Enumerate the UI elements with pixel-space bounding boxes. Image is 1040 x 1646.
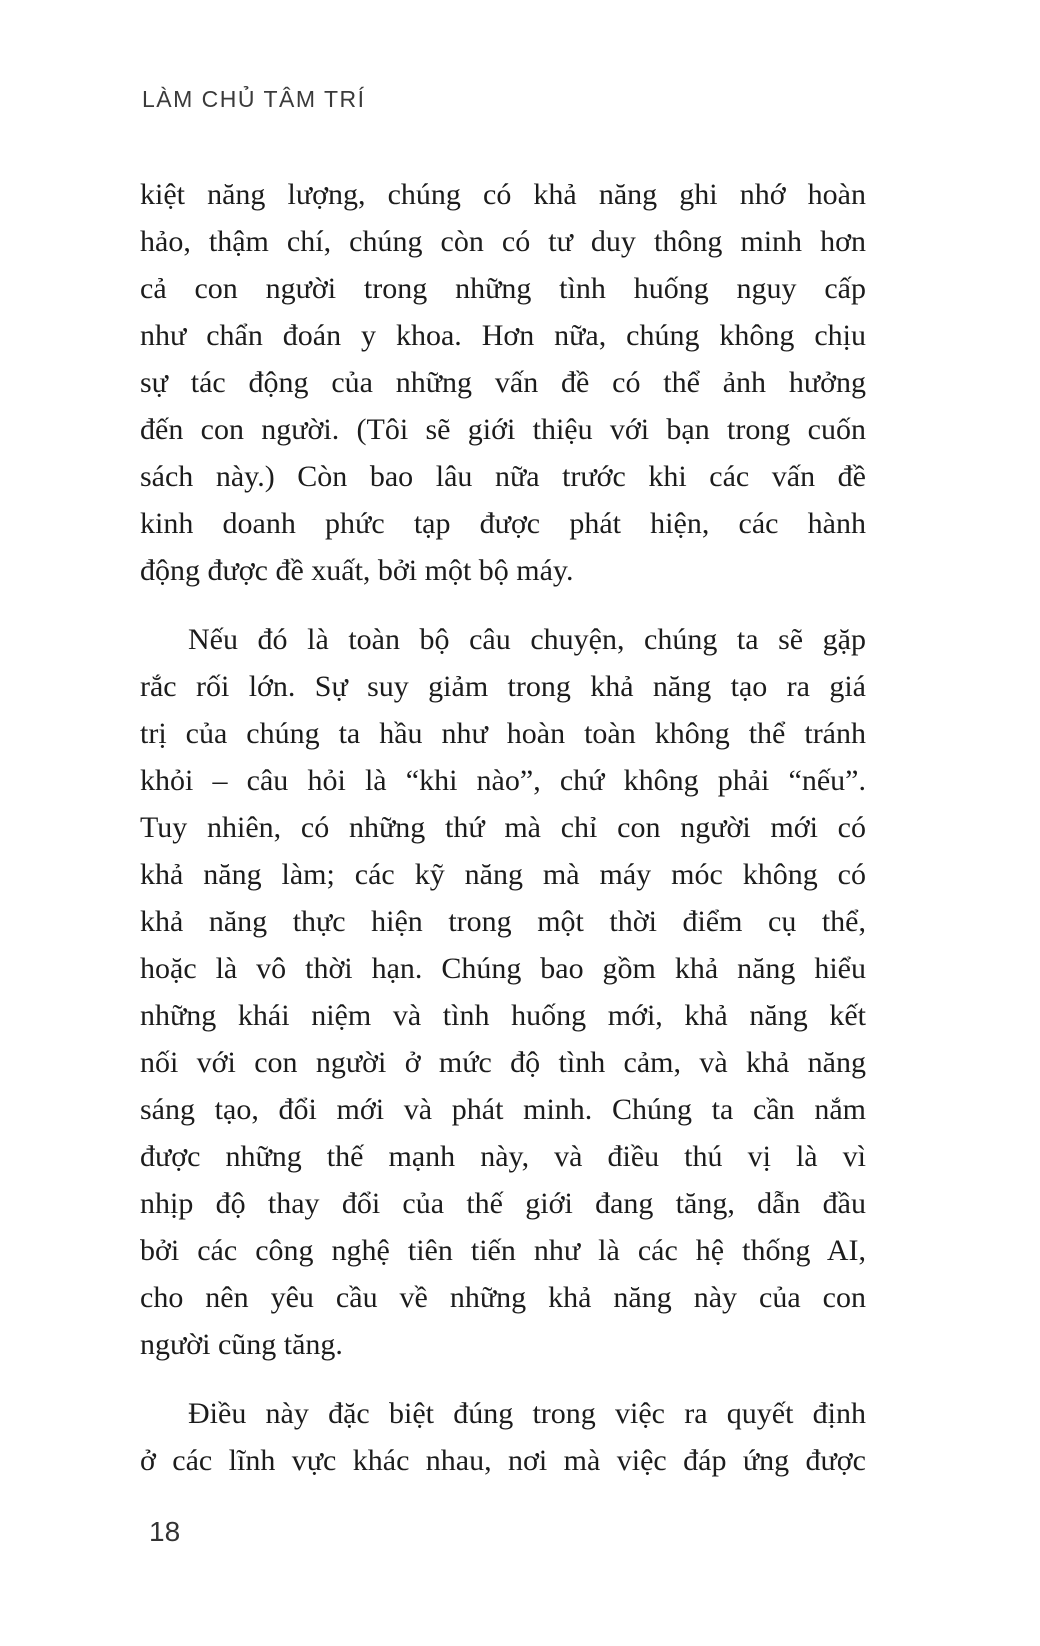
- paragraph: [140, 171, 866, 594]
- text-line: kiệt năng lượng, chúng có khả năng ghi nhớ hoàn: [140, 178, 866, 211]
- text-line: Điều này đặc biệt đúng trong việc ra quyết định: [188, 1397, 866, 1430]
- text-line: Tuy nhiên, có những thứ mà chỉ con người mới có: [140, 811, 866, 844]
- text-line: trị của chúng ta hầu như hoàn toàn không thể tránh: [140, 717, 866, 750]
- text-line: Nếu đó là toàn bộ câu chuyện, chúng ta sẽ gặp: [188, 623, 866, 656]
- text-line: sự tác động của những vấn đề có thể ảnh hưởng: [140, 366, 866, 399]
- text-line: nhịp độ thay đổi của thế giới đang tăng, dẫn đầu: [140, 1187, 866, 1220]
- text-line: hoặc là vô thời hạn. Chúng bao gồm khả năng hiểu: [140, 952, 866, 985]
- paragraph: [140, 1390, 866, 1484]
- text-line: đến con người. (Tôi sẽ giới thiệu với bạn trong cuốn: [140, 413, 866, 446]
- text-block: [140, 171, 866, 1484]
- text-line: rắc rối lớn. Sự suy giảm trong khả năng tạo ra giá: [140, 670, 866, 703]
- text-line: như chẩn đoán y khoa. Hơn nữa, chúng không chịu: [140, 319, 866, 352]
- text-line: những khái niệm và tình huống mới, khả năng kết: [140, 999, 866, 1032]
- text-line: nối với con người ở mức độ tình cảm, và khả năng: [140, 1046, 866, 1079]
- text-line: cho nên yêu cầu về những khả năng này của con: [140, 1281, 866, 1314]
- text-line: hảo, thậm chí, chúng còn có tư duy thông minh hơn: [140, 225, 866, 258]
- text-line: bởi các công nghệ tiên tiến như là các hệ thống AI,: [140, 1234, 866, 1267]
- text-line: người cũng tăng.: [140, 1328, 343, 1361]
- text-line: khả năng thực hiện trong một thời điểm cụ thể,: [140, 905, 866, 938]
- text-line: sách này.) Còn bao lâu nữa trước khi các vấn đề: [140, 460, 866, 493]
- text-line: kinh doanh phức tạp được phát hiện, các hành: [140, 507, 866, 540]
- text-line: được những thế mạnh này, và điều thú vị là vì: [140, 1140, 866, 1173]
- text-line: khỏi – câu hỏi là “khi nào”, chứ không phải “nếu”.: [140, 764, 866, 797]
- paragraph: [140, 616, 866, 1368]
- running-header: LÀM CHỦ TÂM TRÍ: [142, 86, 366, 112]
- text-line: sáng tạo, đổi mới và phát minh. Chúng ta cần nắm: [140, 1093, 866, 1126]
- page-number: 18: [149, 1516, 181, 1547]
- text-line: ở các lĩnh vực khác nhau, nơi mà việc đáp ứng được: [140, 1444, 866, 1477]
- text-line: cả con người trong những tình huống nguy cấp: [140, 272, 866, 305]
- text-line: khả năng làm; các kỹ năng mà máy móc không có: [140, 858, 866, 891]
- text-line: động được đề xuất, bởi một bộ máy.: [140, 554, 574, 587]
